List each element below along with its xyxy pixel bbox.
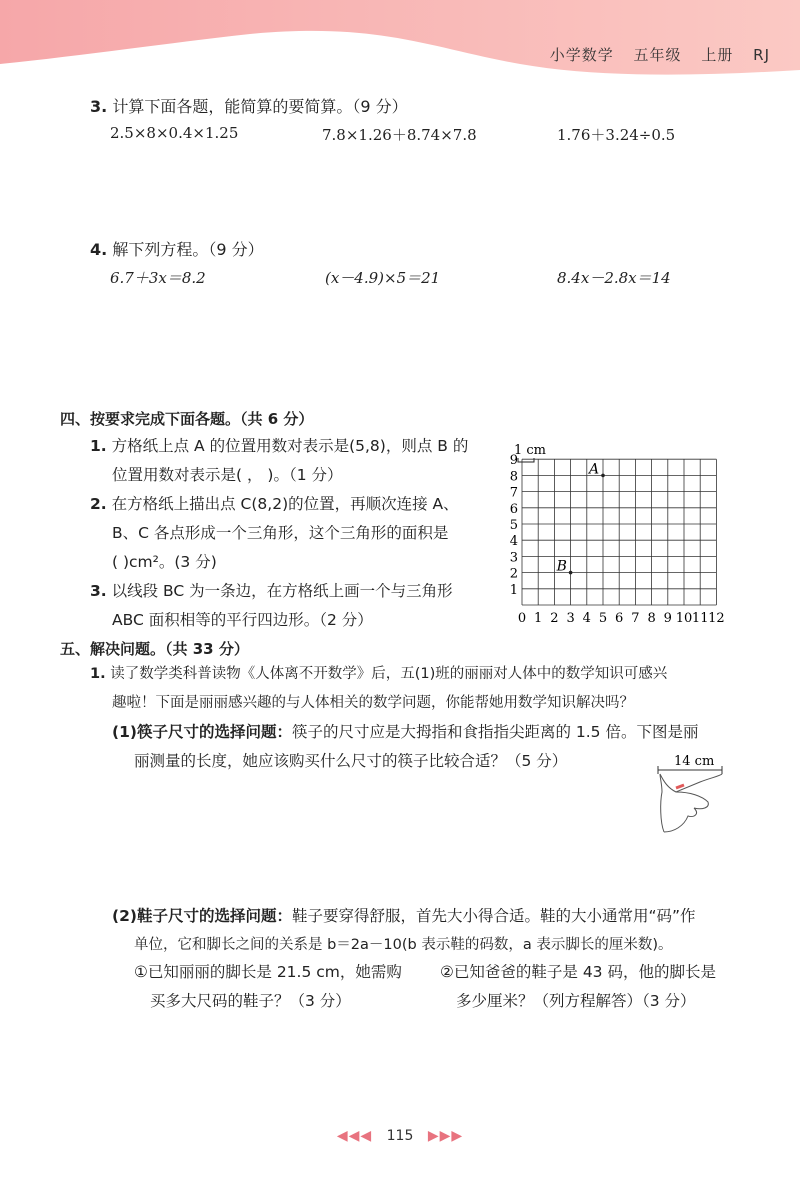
grid-x-labels bbox=[518, 611, 725, 626]
grid-points bbox=[556, 461, 605, 574]
grid-x-tick-label: 11 bbox=[691, 611, 709, 626]
grid-scale-bracket bbox=[518, 458, 534, 462]
sec4-q2-number: 2. bbox=[90, 495, 107, 513]
grid-x-tick-label: 6 bbox=[615, 611, 624, 626]
sec5-sub2-line1: ②已知爸爸的鞋子是 43 码，他的脚长是 bbox=[440, 963, 716, 981]
page-number: 115 bbox=[386, 1128, 414, 1144]
sec5-sub2 bbox=[440, 958, 750, 1016]
sec5-part1 bbox=[112, 718, 732, 776]
sec5-part2-line2: 单位，它和脚长之间的关系是 b＝2a－10(b 表示鞋的码数，a 表示脚长的厘米数)。 bbox=[134, 937, 673, 953]
sec4-q2 bbox=[90, 490, 490, 519]
header-edition: RJ bbox=[753, 46, 770, 64]
grid-x-tick-label: 12 bbox=[708, 611, 725, 626]
grid-x-tick-label: 4 bbox=[582, 611, 591, 626]
q3-item-1: 2.5×8×0.4×1.25 bbox=[110, 124, 239, 142]
grid-lines bbox=[522, 459, 716, 605]
sec4-q3-line1: 以线段 BC 为一条边，在方格纸上画一个与三角形 bbox=[111, 582, 453, 600]
grid-y-tick-label: 2 bbox=[509, 566, 518, 582]
hand-measure-label: 14 cm bbox=[674, 754, 715, 769]
grid-x-tick-label: 2 bbox=[550, 611, 559, 626]
q3-item-3: 1.76＋3.24÷0.5 bbox=[557, 126, 676, 144]
header-title bbox=[536, 44, 770, 65]
grid-scale-label: 1 cm bbox=[514, 443, 547, 458]
sec5-q1-line2: 趣啦！下面是丽丽感兴趣的与人体相关的数学问题，你能帮她用数学知识解决吗？ bbox=[112, 695, 634, 711]
q3-heading bbox=[90, 94, 408, 117]
grid-y-tick-label: 7 bbox=[509, 485, 518, 501]
hand-measure-illustration bbox=[650, 752, 730, 837]
q4-number: 4. bbox=[90, 240, 108, 259]
section-5-title: 五、解决问题。（共 33 分） bbox=[60, 640, 249, 658]
coordinate-grid[interactable] bbox=[504, 438, 764, 633]
grid-y-tick-label: 4 bbox=[509, 534, 518, 550]
grid-x-tick-label: 1 bbox=[534, 611, 543, 626]
sec5-sub1 bbox=[134, 958, 434, 1016]
sec5-q1 bbox=[90, 660, 750, 718]
grid-y-tick-label: 9 bbox=[509, 453, 518, 469]
grid-x-tick-label: 8 bbox=[647, 611, 656, 626]
q4-item-2: (x－4.9)×5＝21 bbox=[325, 269, 441, 287]
sec4-q2-line2: B、C 各点形成一个三角形，这个三角形的面积是 bbox=[112, 524, 449, 542]
sec4-q1-number: 1. bbox=[90, 437, 107, 455]
sec5-sub1-line2: 买多大尺码的鞋子？（3 分） bbox=[150, 992, 351, 1010]
grid-y-tick-label: 3 bbox=[509, 550, 518, 566]
sec5-part2 bbox=[112, 902, 752, 960]
grid-point-b-label: B bbox=[556, 558, 567, 575]
sec4-q1 bbox=[90, 432, 490, 461]
sec4-q3-line2: ABC 面积相等的平行四边形。（2 分） bbox=[112, 611, 373, 629]
grid-y-tick-label: 8 bbox=[509, 469, 518, 485]
sec5-sub1-line1: ①已知丽丽的脚长是 21.5 cm，她需购 bbox=[134, 963, 402, 981]
section-4-title: 四、按要求完成下面各题。（共 6 分） bbox=[60, 410, 314, 428]
grid-x-tick-label: 7 bbox=[631, 611, 640, 626]
grid-y-tick-label: 6 bbox=[509, 501, 518, 517]
grid-y-labels bbox=[510, 453, 518, 598]
q4-heading bbox=[90, 237, 264, 260]
footer-left-arrows: ◀◀◀ bbox=[336, 1128, 373, 1144]
grid-y-tick-label: 1 bbox=[509, 582, 518, 598]
sec5-part2-label: (2)鞋子尺寸的选择问题： bbox=[112, 907, 292, 925]
grid-x-tick-label: 5 bbox=[598, 611, 608, 626]
sec5-sub2-line2: 多少厘米？（列方程解答）（3 分） bbox=[456, 992, 696, 1010]
q4-title: 解下列方程。（9 分） bbox=[112, 240, 264, 259]
sec4-q1-line1: 方格纸上点 A 的位置用数对表示是(5,8)，则点 B 的 bbox=[111, 437, 469, 455]
grid-point-a-label: A bbox=[589, 461, 600, 478]
q4-item-3: 8.4x－2.8x＝14 bbox=[557, 269, 671, 287]
sec4-q3 bbox=[90, 577, 490, 606]
q3-item-2: 7.8×1.26＋8.74×7.8 bbox=[322, 126, 477, 144]
grid-y-tick-label: 5 bbox=[509, 518, 518, 533]
sec5-part1-line1: 筷子的尺寸应是大拇指和食指指尖距离的 1.5 倍。下图是丽 bbox=[291, 723, 699, 741]
sec4-questions bbox=[90, 432, 490, 635]
header-volume: 上册 bbox=[701, 46, 734, 64]
grid-x-tick-label: 3 bbox=[566, 611, 575, 626]
sec5-part1-line2: 丽测量的长度，她应该购买什么尺寸的筷子比较合适？（5 分） bbox=[134, 752, 568, 770]
header-subject: 小学数学 bbox=[549, 46, 614, 64]
sec5-part2-line1: 鞋子要穿得舒服，首先大小得合适。鞋的大小通常用“码”作 bbox=[291, 907, 696, 925]
q3-number: 3. bbox=[90, 97, 108, 116]
q4-item-1: 6.7＋3x＝8.2 bbox=[110, 269, 206, 287]
grid-point-b bbox=[569, 571, 573, 575]
sec4-q3-number: 3. bbox=[90, 582, 107, 600]
header-grade: 五年级 bbox=[633, 46, 682, 64]
sec5-part1-label: (1)筷子尺寸的选择问题： bbox=[112, 723, 292, 741]
page-footer bbox=[0, 1128, 800, 1144]
grid-x-tick-label: 10 bbox=[675, 611, 693, 626]
grid-point-a bbox=[601, 474, 605, 478]
sec5-q1-line1: 读了数学类科普读物《人体离不开数学》后，五(1)班的丽丽对人体中的数学知识可感兴 bbox=[110, 666, 668, 682]
header-wave-band bbox=[0, 0, 800, 80]
q3-title: 计算下面各题，能简算的要简算。（9 分） bbox=[112, 97, 408, 116]
grid-x-tick-label: 9 bbox=[663, 611, 672, 626]
grid-x-tick-label: 0 bbox=[517, 611, 527, 626]
footer-right-arrows: ▶▶▶ bbox=[427, 1128, 464, 1144]
sec4-q2-line3: ( )cm²。(3 分) bbox=[112, 553, 217, 571]
sec4-q2-line1: 在方格纸上描出点 C(8,2)的位置，再顺次连接 A、 bbox=[111, 495, 459, 513]
sec4-q1-line2: 位置用数对表示是( ， )。（1 分） bbox=[112, 466, 343, 484]
sec5-q1-number: 1. bbox=[90, 666, 106, 682]
